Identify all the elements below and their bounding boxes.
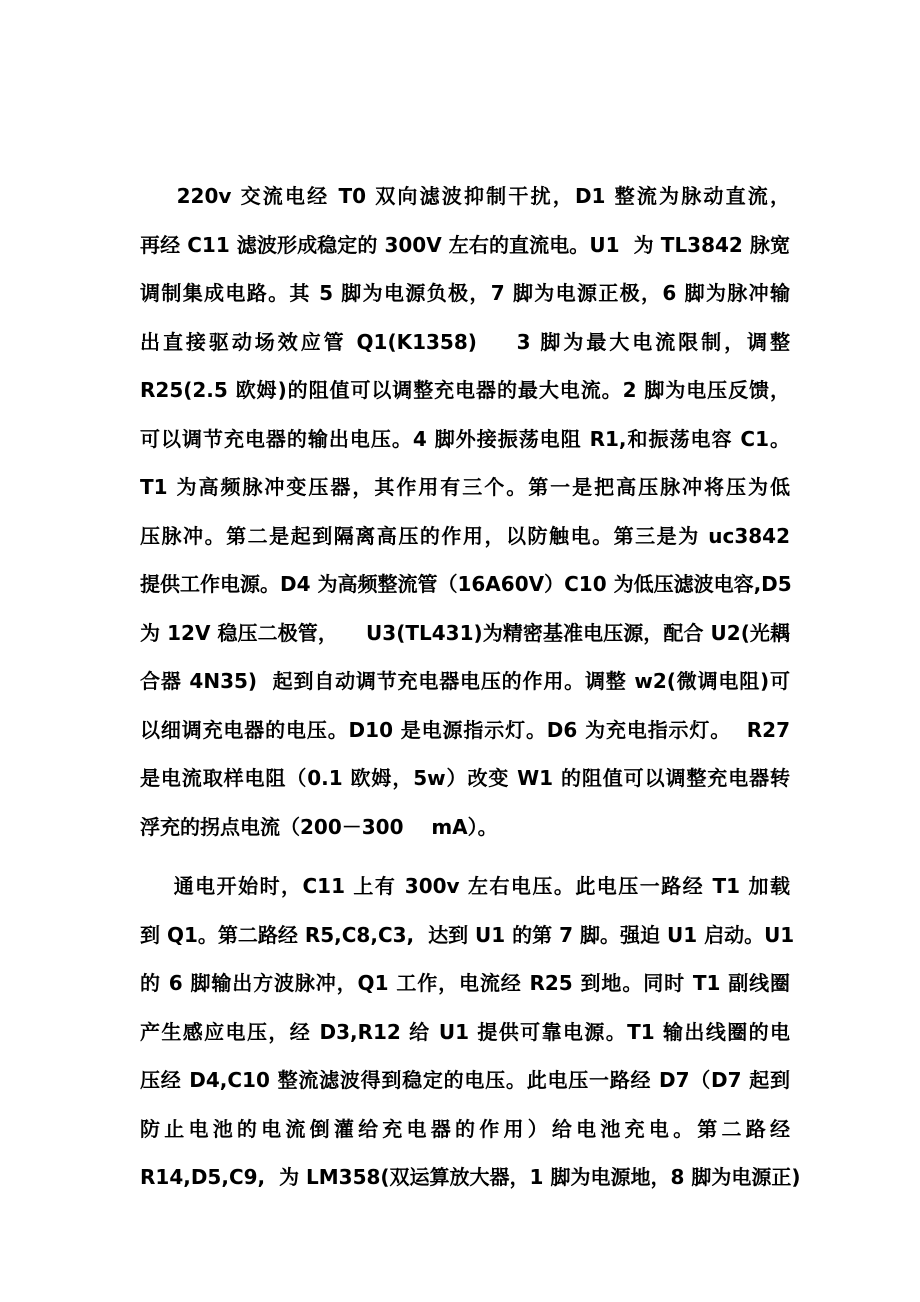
text-line: 通电开始时，C11 上有 300v 左右电压。此电压一路经 T1 加载	[140, 874, 790, 898]
text-line: 可以调节充电器的输出电压。4 脚外接振荡电阻 R1,和振荡电容 C1。	[140, 426, 790, 451]
paragraph-power-on-sequence	[140, 862, 801, 1202]
text-line: 再经 C11 滤波形成稳定的 300V 左右的直流电。U1 为 TL3842 脉宽	[140, 232, 790, 257]
text-line: 产生感应电压，经 D3,R12 给 U1 提供可靠电源。T1 输出线圈的电	[140, 1019, 790, 1044]
text-line: 为 12V 稳压二极管， U3(TL431)为精密基准电压源，配合 U2(光耦	[140, 620, 790, 645]
text-line: T1 为高频脉冲变压器，其作用有三个。第一是把高压脉冲将压为低	[140, 475, 790, 499]
text-line: R25(2.5 欧姆)的阻值可以调整充电器的最大电流。2 脚为电压反馈，	[140, 378, 790, 402]
text-line: 压脉冲。第二是起到隔离高压的作用，以防触电。第三是为 uc3842	[140, 523, 790, 548]
text-line: 的 6 脚输出方波脉冲，Q1 工作，电流经 R25 到地。同时 T1 副线圈	[140, 971, 790, 995]
text-line: 出直接驱动场效应管 Q1(K1358) 3 脚为最大电流限制，调整	[140, 329, 790, 354]
text-line: 提供工作电源。D4 为高频整流管（16A60V）C10 为低压滤波电容,D5	[140, 572, 792, 596]
text-line: 是电流取样电阻（0.1 欧姆，5w）改变 W1 的阻值可以调整充电器转	[140, 766, 790, 790]
text-line: 调制集成电路。其 5 脚为电源负极，7 脚为电源正极，6 脚为脉冲输	[140, 281, 790, 305]
paragraph-circuit-description	[140, 172, 790, 851]
text-line: 压经 D4,C10 整流滤波得到稳定的电压。此电压一路经 D7（D7 起到	[140, 1068, 790, 1092]
text-line: 到 Q1。第二路经 R5,C8,C3, 达到 U1 的第 7 脚。强迫 U1 启动。U1	[140, 922, 795, 947]
text-line: 防止电池的电流倒灌给充电器的作用）给电池充电。第二路经	[140, 1116, 790, 1141]
text-line: 合器 4N35) 起到自动调节充电器电压的作用。调整 w2(微调电阻)可	[140, 669, 790, 693]
text-line: 220v 交流电经 T0 双向滤波抑制干扰，D1 整流为脉动直流，	[140, 184, 790, 208]
text-line: 浮充的拐点电流（200－300 mA）。	[140, 814, 498, 839]
text-line: 以细调充电器的电压。D10 是电源指示灯。D6 为充电指示灯。 R27	[140, 717, 790, 742]
text-line: R14,D5,C9, 为 LM358(双运算放大器，1 脚为电源地，8 脚为电源正)	[140, 1165, 801, 1189]
